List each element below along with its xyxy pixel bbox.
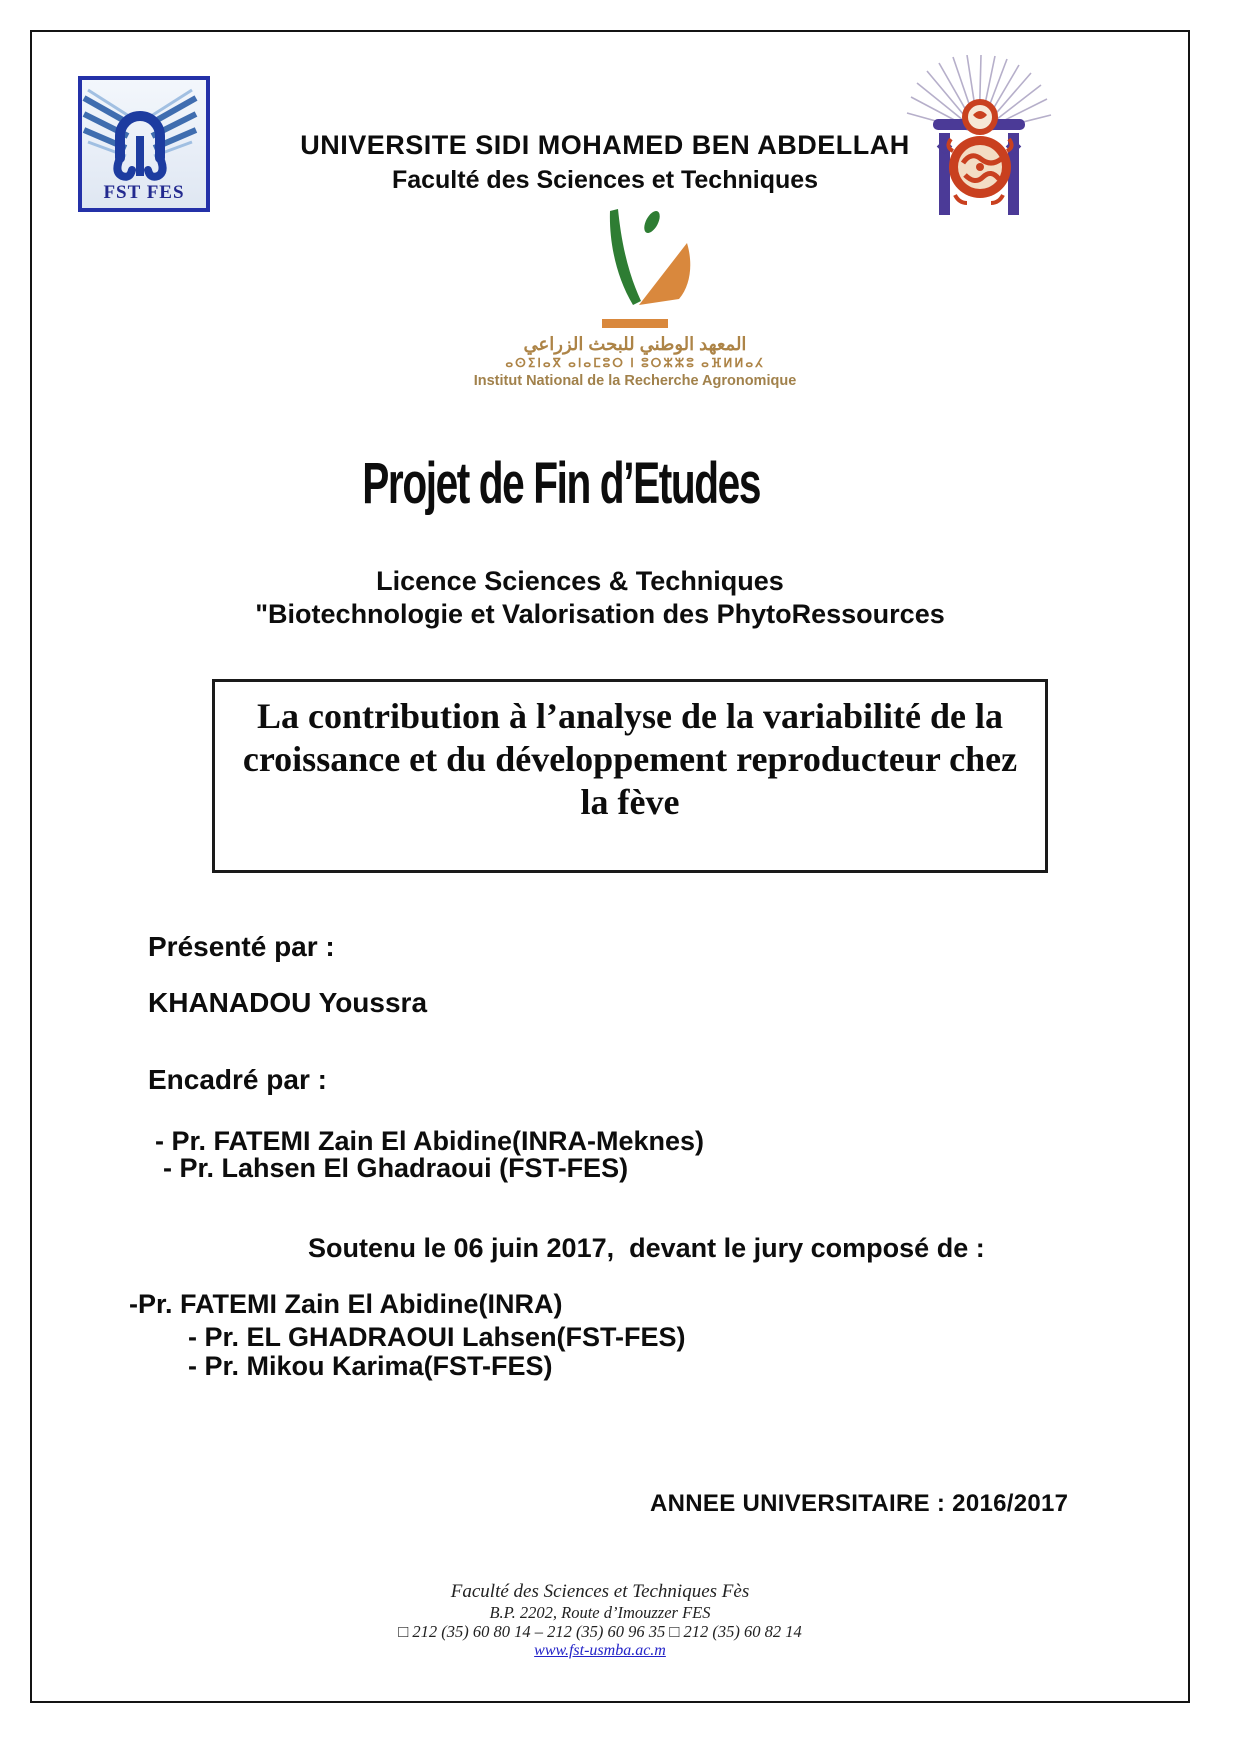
main-title: [0, 450, 1122, 517]
footer-phone-line: □ 212 (35) 60 80 14 – 212 (35) 60 96 35 □ 212 (35) 60 82 14: [398, 1622, 802, 1641]
thesis-title: La contribution à l’analyse de la variabilité de la croissance et du développement reproducteur chez la fève: [242, 696, 1018, 822]
footer-address-line: B.P. 2202, Route d’Imouzzer FES: [489, 1603, 711, 1622]
supervised-by-label: Encadré par :: [148, 1064, 327, 1095]
inra-plant-icon: [440, 205, 830, 317]
jury-member: - Pr. EL GHADRAOUI Lahsen(FST-FES): [188, 1322, 686, 1352]
supervisor-item: - Pr. FATEMI Zain El Abidine(INRA-Meknes): [155, 1126, 705, 1156]
thesis-title-box: [212, 679, 1048, 873]
jury-member: -Pr. FATEMI Zain El Abidine(INRA): [129, 1289, 563, 1319]
fst-fes-logo-label: FST FES: [103, 182, 185, 203]
footer-faculty-line: Faculté des Sciences et Techniques Fès: [450, 1581, 750, 1602]
inra-arabic-name: المعهد الوطني للبحث الزراعي: [523, 334, 747, 354]
university-name: UNIVERSITE SIDI MOHAMED BEN ABDELLAH: [300, 130, 910, 160]
faculty-name: Faculté des Sciences et Techniques: [391, 166, 819, 194]
presented-by-name: KHANADOU Youssra: [148, 987, 428, 1018]
inra-logo: [440, 205, 830, 389]
inra-french-name: Institut National de la Recherche Agronomique: [473, 373, 797, 389]
degree-program-line1: Licence Sciences & Techniques: [376, 566, 784, 596]
jury-member: - Pr. Mikou Karima(FST-FES): [188, 1351, 553, 1381]
footer: [0, 1581, 1200, 1660]
usmba-seal-icon: [903, 55, 1055, 223]
main-title-text: Projet de Fin d’Etudes: [362, 451, 760, 516]
header: [250, 130, 960, 195]
inra-base-bar: [602, 319, 668, 328]
presented-by-label: Présenté par :: [148, 931, 335, 962]
fst-fes-logo: [78, 76, 210, 212]
defense-line: Soutenu le 06 juin 2017, devant le jury composé de :: [308, 1233, 985, 1263]
academic-year: ANNEE UNIVERSITAIRE : 2016/2017: [650, 1490, 1069, 1517]
inra-tifinagh-name: ⴰⵙⵉⵏⴰⴳ ⴰⵏⴰⵎⵓⵔ ⵏ ⵓⵔⵣⵣⵓ ⴰⴼⵍⵍⴰⵃ: [505, 356, 765, 370]
footer-website-link[interactable]: www.fst-usmba.ac.m: [534, 1642, 666, 1659]
degree-program-line2: "Biotechnologie et Valorisation des PhytoRessources: [255, 599, 945, 629]
supervisor-item: - Pr. Lahsen El Ghadraoui (FST-FES): [163, 1153, 629, 1183]
